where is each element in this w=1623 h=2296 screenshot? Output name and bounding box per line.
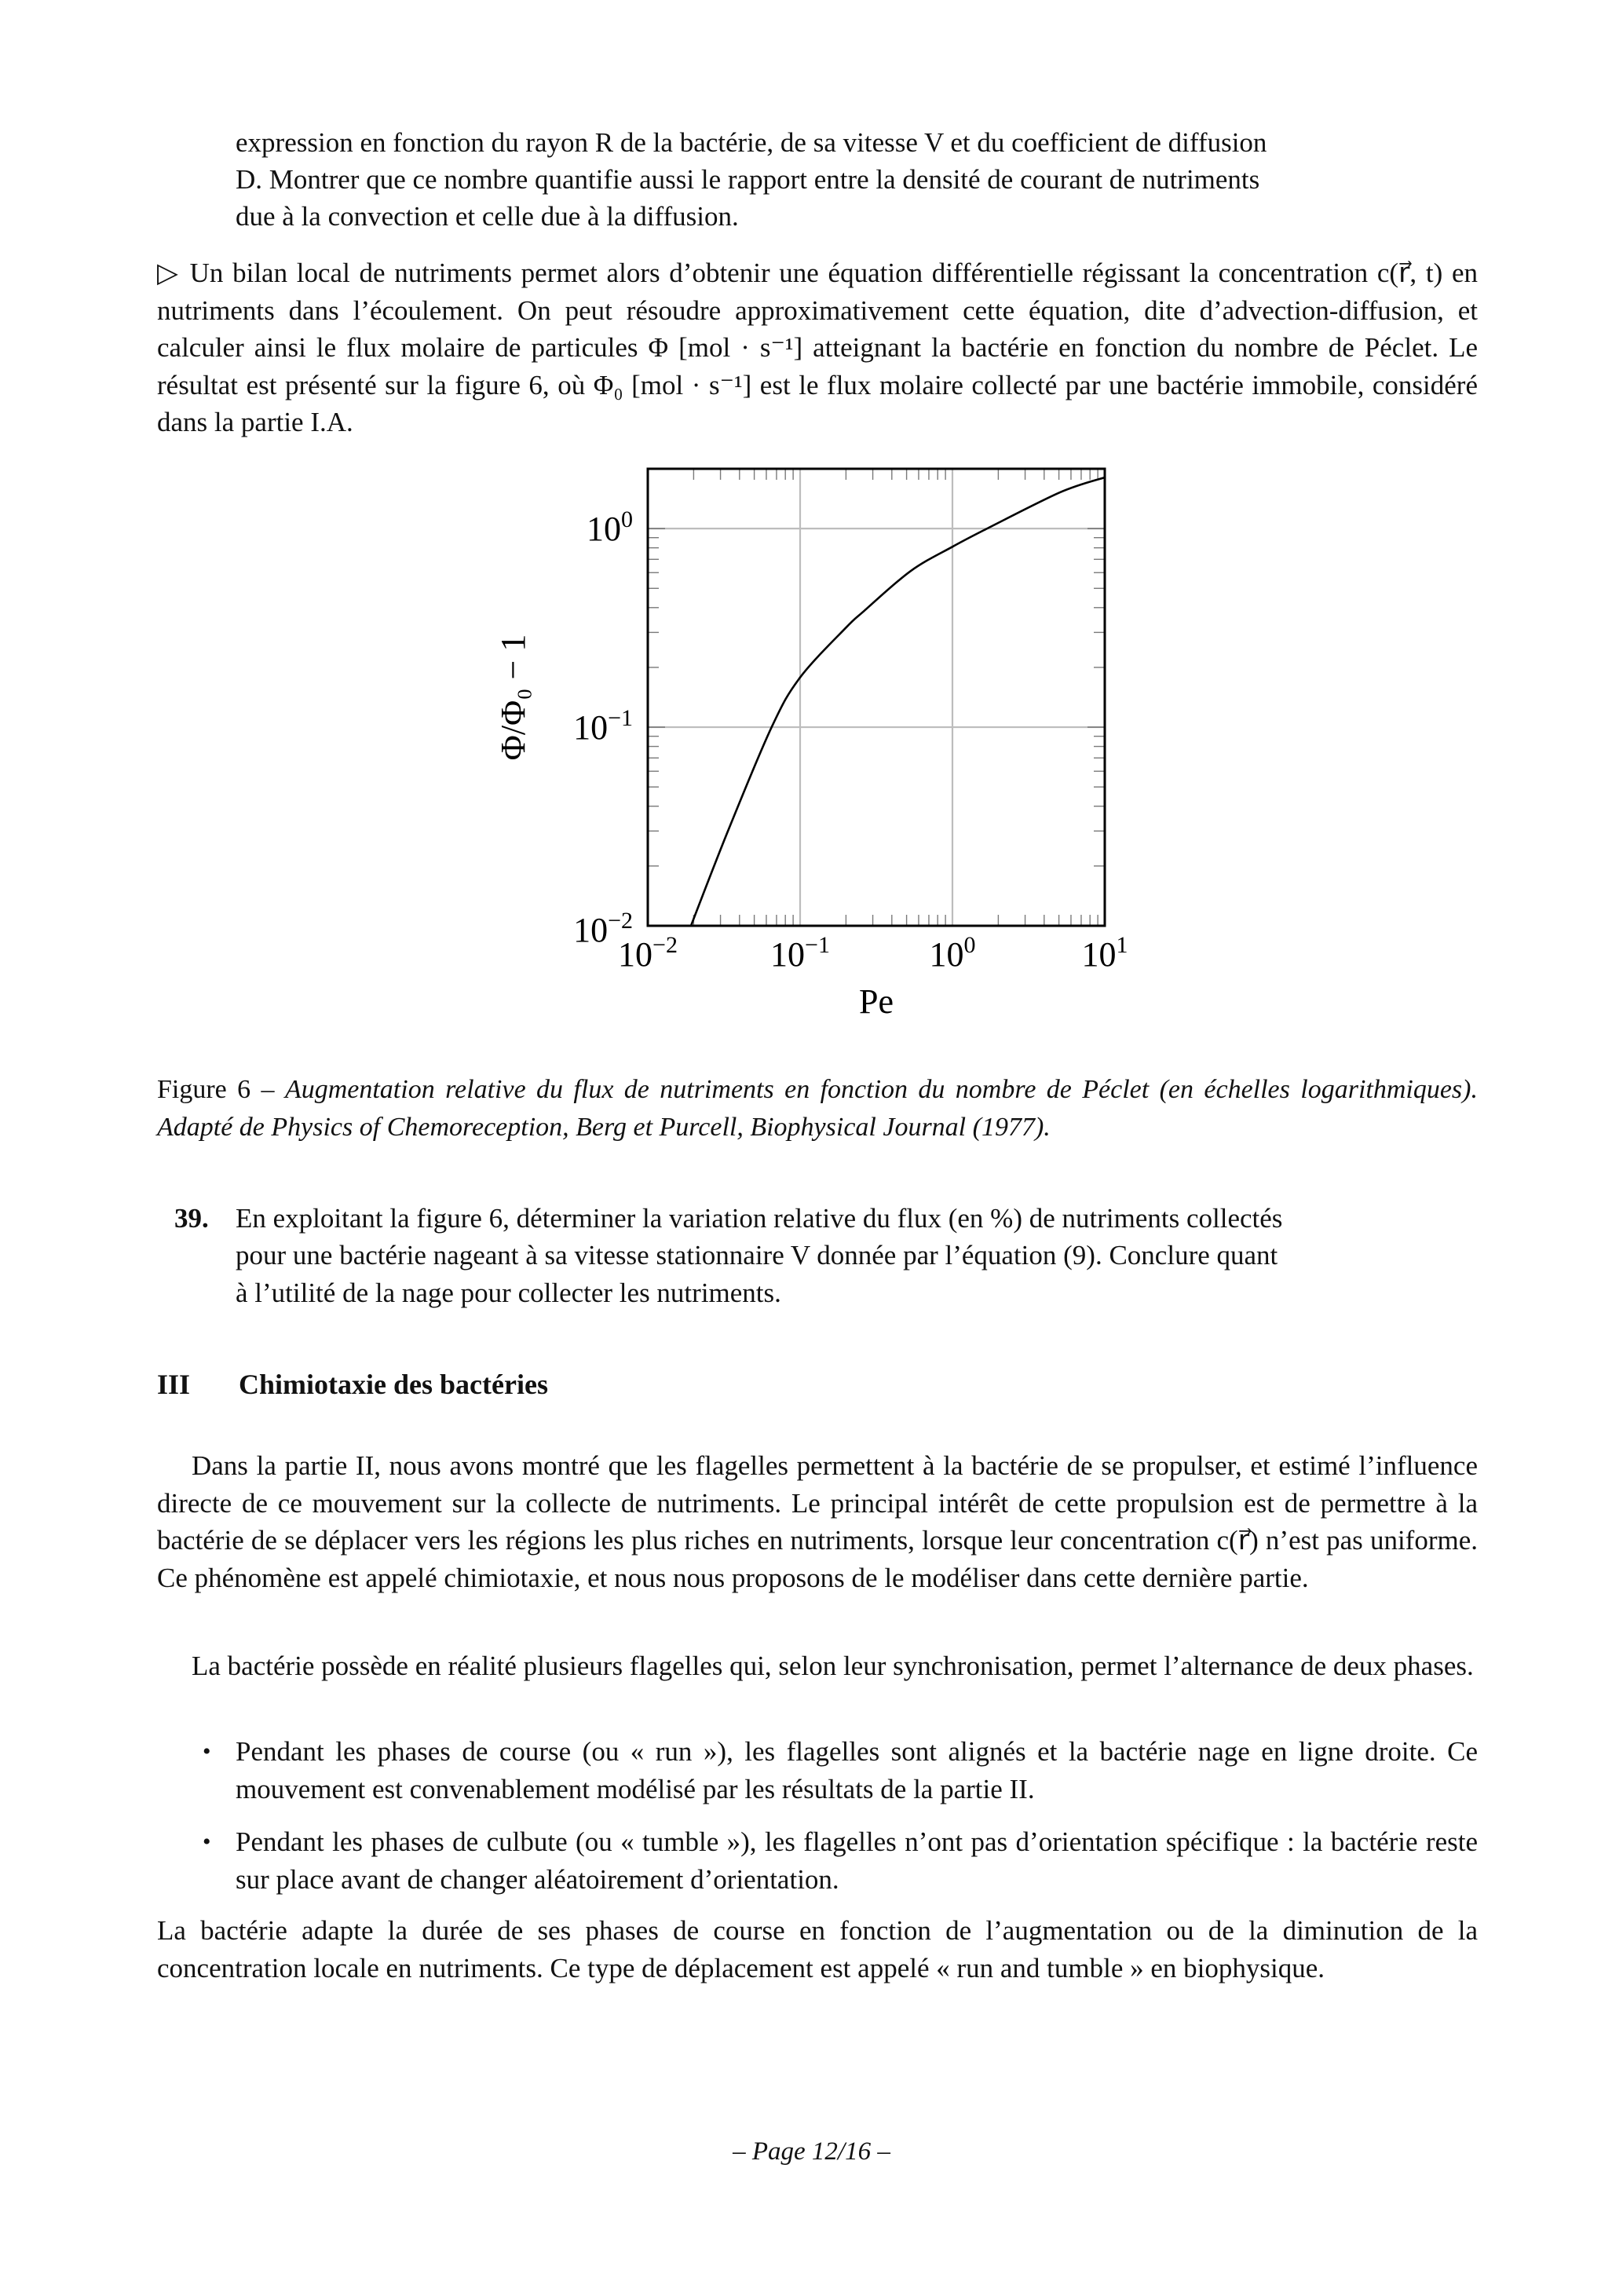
bilan-text: Un bilan local de nutriments permet alors d’obtenir une équation différentielle régissant la concentration c(r⃗, t) en nutriments dans l’écoulement. On peut résoudre approximativement cette équation, dite d’advection-diffusion, et calculer ainsi le flux molaire de particules Φ [mol · s⁻¹] atteignant la bactérie en fonction du nombre de Péclet. Le résultat est présenté sur la figure 6, où Φ₀ [mol · s⁻¹] est le flux molaire collecté par une bactérie immobile, considéré dans la partie I.A. [157, 258, 1479, 437]
section-paragraph: Dans la partie II, nous avons montré que les flagelles permettent à la bactérie de se propulser, et estimé l’influence directe de ce mouvement sur la collecte de nutriments. Le principal intérêt de cette propulsion est de permettre à la bactérie de se déplacer vers les régions les plus riches en nutriments, lorsque leur concentration c(r⃗) n’est pas uniforme. Ce phénomène est appelé chimiotaxie, et nous nous proposons de le modéliser dans cette dernière partie. [157, 1450, 1478, 1593]
question-line: En exploitant la figure 6, déterminer la variation relative du flux (en %) de nutriments collectés [236, 1203, 1283, 1234]
figure-caption-text: Augmentation relative du flux de nutriments en fonction du nombre de Péclet (en échelles logarithmiques). Adapté de Physics of Chemoreception, Berg et Purcell, Biophysical Journal (1977). [157, 1075, 1478, 1142]
question-line: pour une bactérie nageant à sa vitesse stationnaire V donnée par l’équation (9). Conclure quant [236, 1240, 1278, 1270]
minor-ticks [648, 469, 1105, 926]
x-tick-label: $10^{-1}$ [770, 932, 830, 974]
figure-caption [157, 1071, 1478, 1146]
y-tick-label: $10^{-2}$ [573, 908, 633, 949]
section-heading [157, 1368, 548, 1401]
bullet-item [203, 1733, 1478, 1808]
section-paragraph: La bactérie possède en réalité plusieurs flagelles qui, selon leur synchronisation, permet l’alternance de deux phases. [192, 1651, 1474, 1681]
bullet-item [203, 1823, 1478, 1898]
triangle-marker-icon: ▷ [157, 258, 181, 288]
data-line [691, 477, 1105, 926]
x-tick-labels [618, 932, 1128, 974]
section-number: III [157, 1369, 191, 1400]
y-tick-labels [573, 506, 633, 949]
question-number: 39. [174, 1203, 209, 1234]
section-title: Chimiotaxie des bactéries [239, 1369, 548, 1400]
intro-line: due à la convection et celle due à la diffusion. [236, 201, 739, 232]
figure-6-chart [0, 0, 1623, 1036]
grid-lines [648, 469, 1105, 926]
bullet-icon: • [203, 1829, 211, 1855]
closing-paragraph: La bactérie adapte la durée de ses phases de course en fonction de l’augmentation ou de la diminution de la concentration locale en nutriments. Ce type de déplacement est appelé « run and tumble » en biophysique. [157, 1915, 1478, 1983]
x-tick-label: $10^1$ [1081, 932, 1128, 974]
bullet-text: Pendant les phases de course (ou « run »), les flagelles sont alignés et la bactérie nage en ligne droite. Ce mouvement est convenablement modélisé par les résultats de la partie II. [236, 1736, 1478, 1804]
page-number: – Page 12/16 – [733, 2137, 890, 2166]
y-tick-label: $10^{-1}$ [573, 705, 633, 748]
intro-line: expression en fonction du rayon R de la bactérie, de sa vitesse V et du coefficient de diffusion [236, 127, 1267, 158]
question-line: à l’utilité de la nage pour collecter les nutriments. [236, 1278, 781, 1308]
plot-frame [648, 469, 1105, 926]
bullet-text: Pendant les phases de culbute (ou « tumble »), les flagelles n’ont pas d’orientation spécifique : la bactérie reste sur place avant de changer aléatoirement d’orientation. [236, 1826, 1478, 1895]
x-axis-label: Pe [859, 982, 894, 1021]
y-tick-label: $10^0$ [587, 506, 633, 549]
intro-line: D. Montrer que ce nombre quantifie aussi le rapport entre la densité de courant de nutriments [236, 164, 1260, 195]
x-tick-label: $10^{-2}$ [618, 932, 678, 974]
figure-label: Figure 6 – [157, 1075, 275, 1104]
bullet-icon: • [203, 1738, 211, 1764]
x-tick-label: $10^0$ [929, 932, 976, 974]
y-axis-label: Φ/Φ₀ − 1 [494, 634, 532, 761]
